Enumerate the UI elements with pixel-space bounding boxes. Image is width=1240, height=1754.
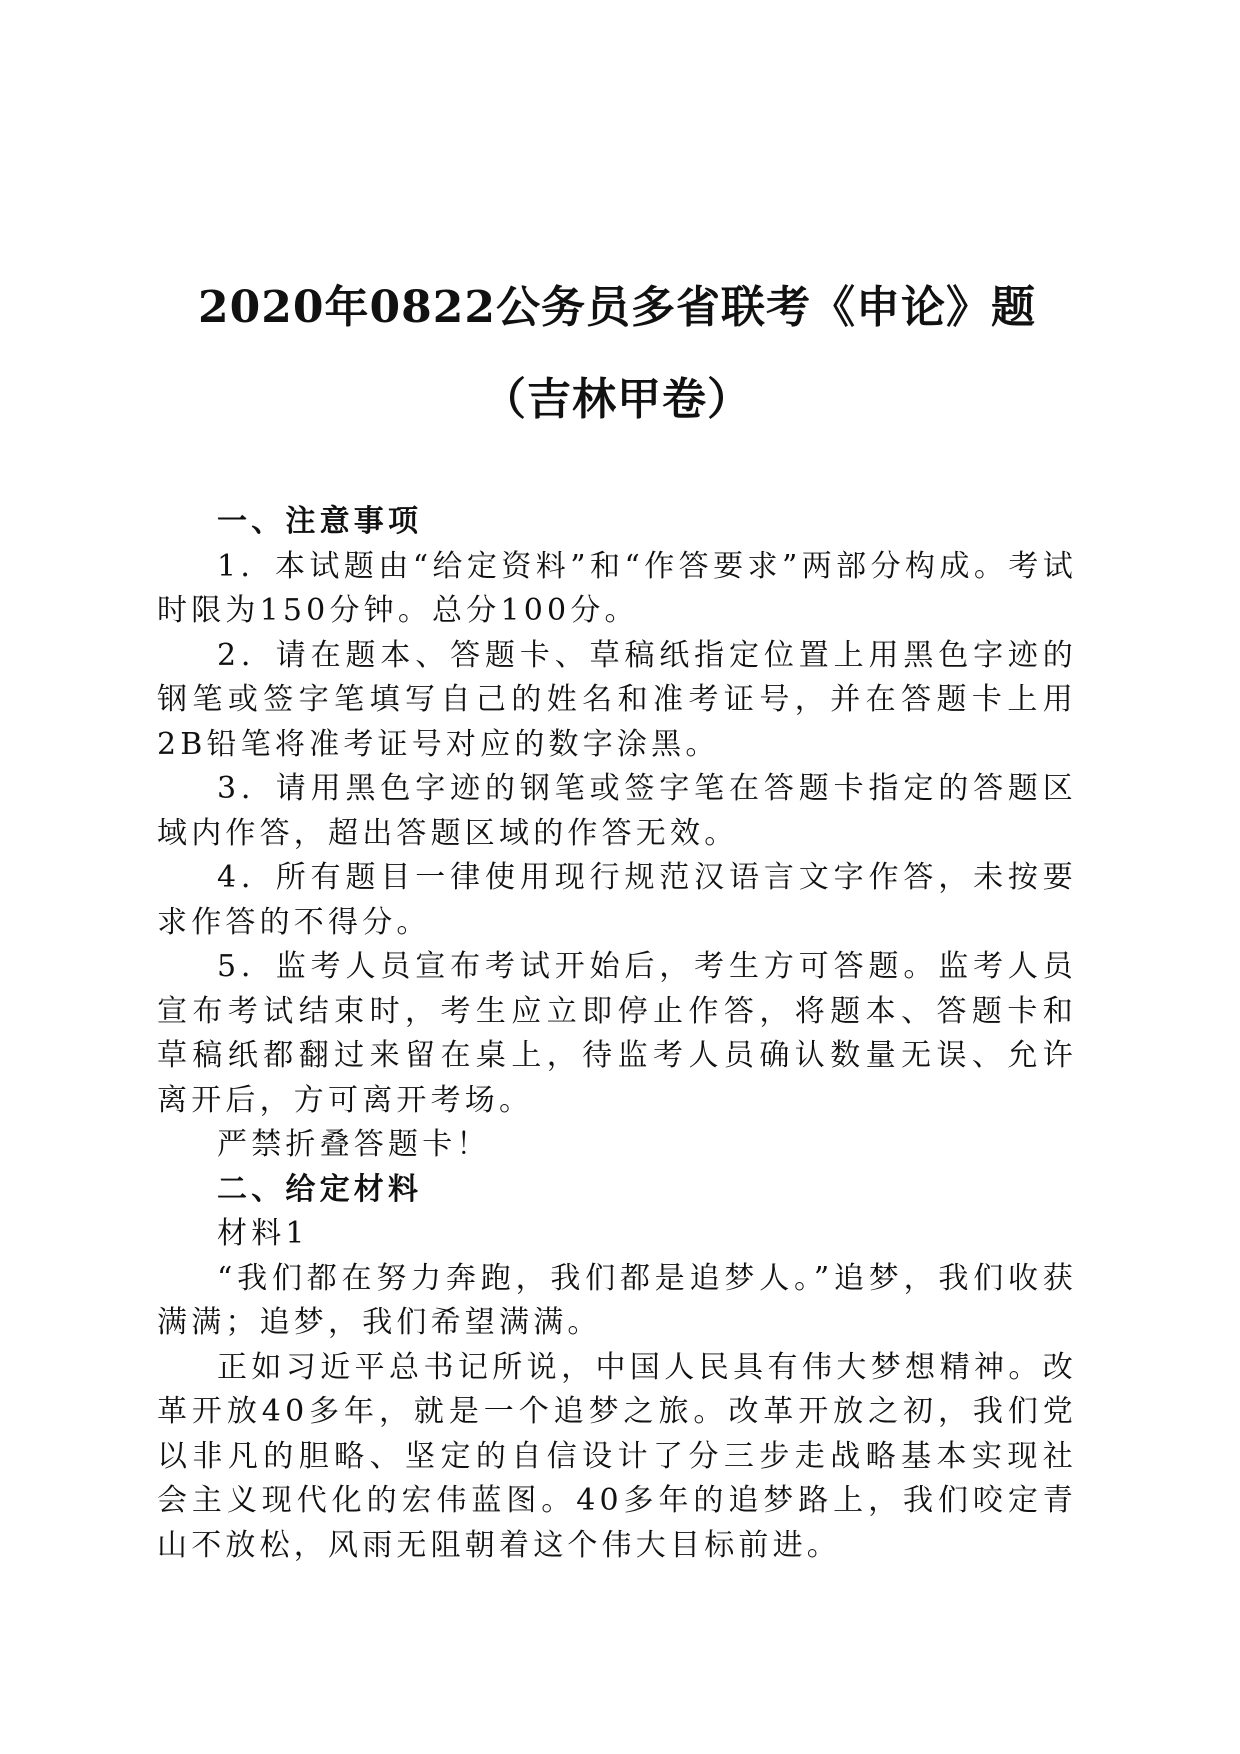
notice-item-4: 4．所有题目一律使用现行规范汉语言文字作答，未按要求作答的不得分。 [157, 860, 1077, 940]
material-paragraph-2: 正如习近平总书记所说，中国人民具有伟大梦想精神。改革开放40多年，就是一个追梦之旅。改革开放之初，我们党以非凡的胆略、坚定的自信设计了分三步走战略基本实现社会主义现代化的宏伟蓝图。40多年的追梦路上，我们咬定青山不放松，风雨无阻朝着这个伟大目标前进。 [157, 1349, 1077, 1563]
notice-heading: 一、注意事项 [217, 504, 423, 539]
materials-heading: 二、给定材料 [217, 1171, 423, 1207]
notice-item-1: 1．本试题由“给定资料”和“作答要求”两部分构成。考试时限为150分钟。总分100分。 [157, 548, 1077, 628]
notice-item-2: 2．请在题本、答题卡、草稿纸指定位置上用黑色字迹的钢笔或签字笔填写自己的姓名和准考证号，并在答题卡上用2B铅笔将准考证号对应的数字涂黑。 [157, 637, 1077, 762]
notice-item-3: 3．请用黑色字迹的钢笔或签字笔在答题卡指定的答题区域内作答，超出答题区域的作答无效。 [157, 771, 1077, 851]
material-label: 材料1 [217, 1216, 309, 1251]
document-title: 2020年0822公务员多省联考《申论》题（吉林甲卷） [198, 282, 1036, 425]
document-body [157, 500, 1077, 1568]
material-paragraph-1: “我们都在努力奔跑，我们都是追梦人。”追梦，我们收获满满；追梦，我们希望满满。 [157, 1260, 1077, 1340]
notice-item-5: 5．监考人员宣布考试开始后，考生方可答题。监考人员宣布考试结束时，考生应立即停止作答，将题本、答题卡和草稿纸都翻过来留在桌上，待监考人员确认数量无误、允许离开后，方可离开考场。 [157, 949, 1077, 1118]
document-page [157, 262, 1077, 1568]
notice-warning: 严禁折叠答题卡！ [217, 1127, 491, 1162]
